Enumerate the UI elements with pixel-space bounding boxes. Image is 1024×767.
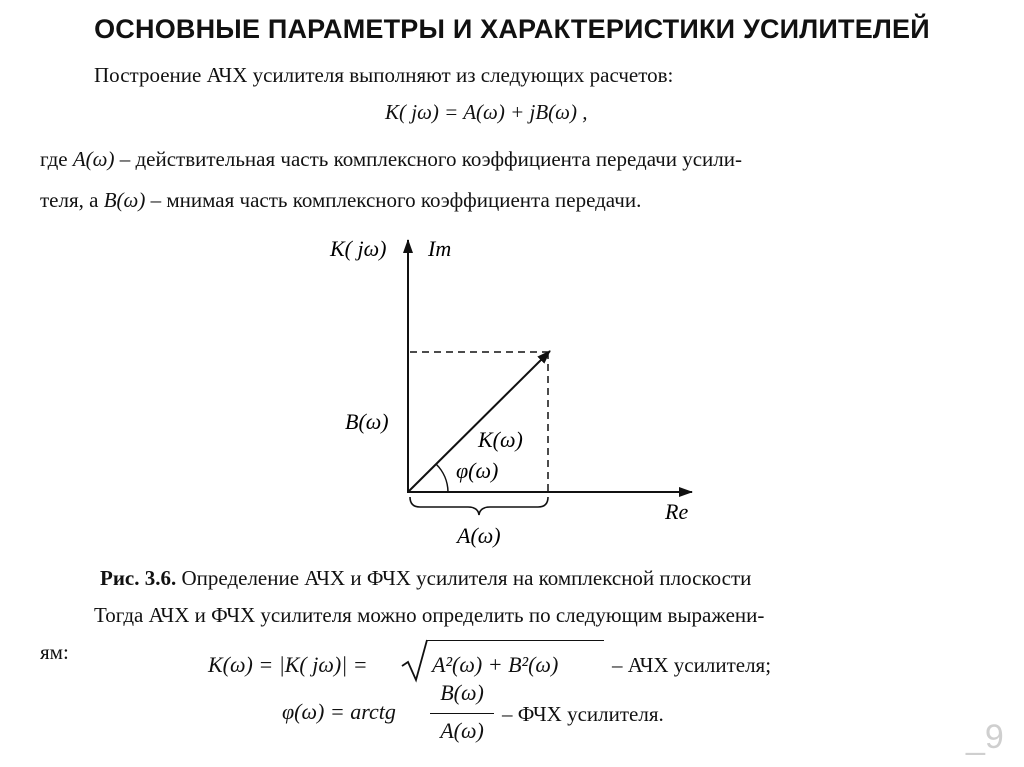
phi-angle-arc [436,464,448,492]
b-symbol: B(ω) [103,188,146,212]
line3-prefix: теля, а [40,188,99,212]
a-symbol: A(ω) [72,147,115,171]
re-label: Re [665,499,689,524]
im-label: Im [428,236,452,261]
sqrt-bar [426,640,604,641]
fch-fraction-line [430,713,494,714]
fch-label: – ФЧХ усилителя. [502,702,664,726]
line3-rest: – мнимая часть комплексного коэффициента передачи. [150,188,642,212]
b-label: B(ω) [345,409,389,434]
intro-line-1: Построение АЧХ усилителя выполняют из следующих расчетов: [94,63,674,87]
sqrt-sign [400,638,430,684]
y-axis-label: K( jω) [330,236,387,261]
caption-prefix: Рис. 3.6. [100,566,177,590]
fch-denominator: A(ω) [440,718,484,743]
phi-label: φ(ω) [456,458,499,483]
a-brace [410,497,548,515]
k-label: K(ω) [478,427,523,452]
ach-radicand: A²(ω) + B²(ω) [432,652,559,677]
ach-formula-left: K(ω) = |K( jω)| = [208,652,368,677]
page-number: _9 [966,718,1004,756]
complex-gain-formula: K( jω) = A(ω) + jB(ω) , [385,100,588,124]
a-label: A(ω) [457,523,501,548]
conclusion-line-1: Тогда АЧХ и ФЧХ усилителя можно определить по следующим выражени- [94,603,765,627]
fch-formula-left: φ(ω) = arctg [282,699,396,724]
where-line-1: – действительная часть комплексного коэффициента передачи усили- [119,147,742,171]
caption-text: Определение АЧХ и ФЧХ усилителя на комплексной плоскости [181,566,752,590]
page-title: ОСНОВНЫЕ ПАРАМЕТРЫ И ХАРАКТЕРИСТИКИ УСИЛИТЕЛЕЙ [94,14,930,44]
fch-numerator: B(ω) [440,680,484,705]
where-prefix: где [40,147,68,171]
ach-label: – АЧХ усилителя; [612,653,772,677]
conclusion-line-2: ям: [40,640,69,664]
figure-caption [100,566,751,591]
